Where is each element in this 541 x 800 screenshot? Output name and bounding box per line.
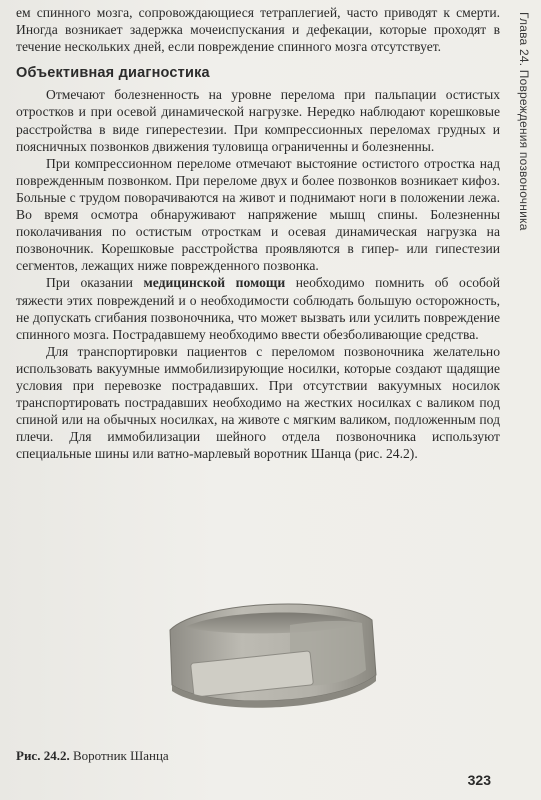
paragraph-3 (16, 274, 500, 342)
figure-caption (16, 748, 169, 764)
paragraph-3-bold: медицинской помощи (143, 275, 286, 291)
figure-caption-label: Рис. 24.2. (16, 748, 70, 763)
paragraph-3-start: При оказании (46, 275, 144, 291)
collar-illustration (140, 575, 400, 735)
figure-shanz-collar (140, 575, 400, 735)
text-column (16, 4, 500, 462)
paragraph-2: При компрессионном переломе отмечают выстояние остистого отростка над поврежденным позвонком. При переломе двух и более позвонков возникает кифоз. Больные с трудом поворачиваются на живот и поднимают ноги в положении лежа. Во время осмотра обнаруживают напряжение мышц спины. Болезненны поколачивания по остистым отросткам и осевая динамическая нагрузка на позвоночник. Корешковые расстройства проявляются в гипер- или гипестезии сегментов, лежащих ниже поврежденного позвонка. (16, 155, 500, 274)
paragraph-3-end: необходимо помнить об особой тяжести этих повреждений и о необходимости соблюдать большую осторожность, не допускать сгибания позвоночника, что может вызвать или усилить повреждение спинного мозга. Пострадавшему необходимо ввести обезболивающие средства. (16, 275, 500, 342)
paragraph-1: Отмечают болезненность на уровне перелома при пальпации остистых отростков и при осевой динамической нагрузке. Нередко наблюдают корешковые расстройства в виде гиперестезии. При компрессионных переломах грудных и поясничных позвонков движения туловища ограниченны и болезненны. (16, 87, 500, 154)
figure-caption-text: Воротник Шанца (69, 748, 169, 763)
chapter-running-header: Глава 24. Повреждения позвоночника (517, 12, 531, 231)
intro-paragraph: ем спинного мозга, сопровождающиеся тетраплегией, часто приводят к смерти. Иногда возникает задержка мочеиспускания и дефекации, которые проходят в течение нескольких дней, если повреждение спинного мозга отсутствует. (16, 5, 500, 55)
paragraph-4: Для транспортировки пациентов с переломом позвоночника желательно использовать вакуумные иммобилизирующие носилки, которые создают щадящие условия при перевозке пострадавших. При отсутствии вакуумных носилок транспортировать пострадавших необходимо на жестких носилках с валиком под спиной или на обычных носилках, на животе с мягким валиком, подложенным под плечи. Для иммобилизации шейного отдела позвоночника используют специальные шины или ватно-марлевый воротник Шанца (рис. 24.2). (16, 343, 500, 462)
page-number: 323 (467, 772, 491, 788)
section-heading: Объективная диагностика (16, 65, 210, 82)
